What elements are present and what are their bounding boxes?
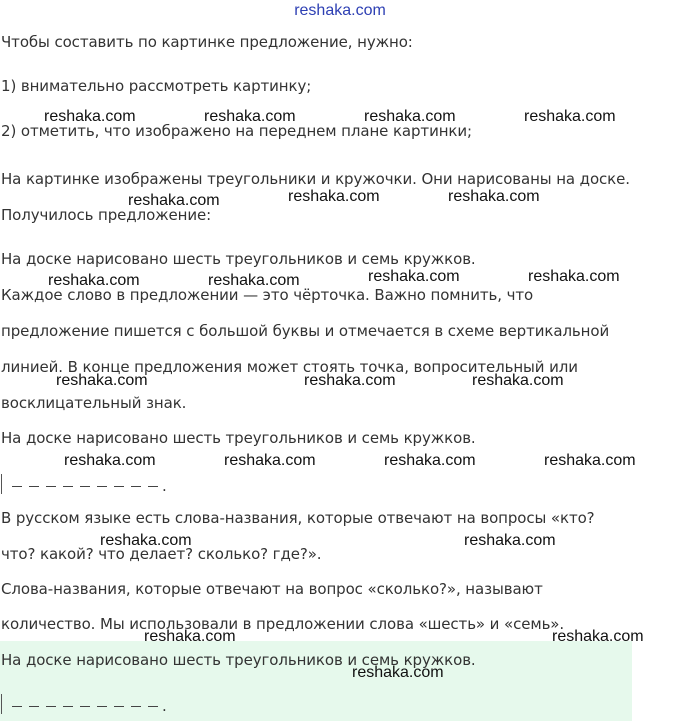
text-line: Получилось предложение: (1, 206, 212, 224)
schema-word-dash (29, 486, 39, 487)
watermark: reshaka.com (528, 268, 620, 285)
text-line: Чтобы составить по картинке предложение, нужно: (1, 33, 413, 51)
schema-word-dash (148, 706, 158, 707)
watermark: reshaka.com (368, 268, 460, 285)
text-line: Каждое слово в предложении — это чёрточка. Важно помнить, что (1, 286, 534, 304)
text-line: предложение пишется с большой буквы и отмечается в схеме вертикальной (1, 322, 610, 340)
watermark: reshaka.com (44, 108, 136, 125)
text-line: восклицательный знак. (1, 394, 187, 412)
text-line: На картинке изображены треугольники и кружочки. Они нарисованы на доске. (1, 170, 630, 188)
schema-word-dash (114, 486, 124, 487)
watermark: reshaka.com (544, 452, 636, 469)
text-line: линией. В конце предложения может стоять точка, вопросительный или (1, 358, 578, 376)
text-line: На доске нарисовано шесть треугольников и семь кружков. (1, 651, 476, 669)
watermark: reshaka.com (464, 532, 556, 549)
schema-word-dash (80, 486, 90, 487)
site-header-watermark: reshaka.com (294, 2, 386, 19)
schema-word-dash (12, 486, 22, 487)
schema-end-mark: . (162, 697, 167, 715)
watermark: reshaka.com (448, 188, 540, 205)
schema-word-dash (63, 486, 73, 487)
schema-word-dash (80, 706, 90, 707)
text-line: На доске нарисовано шесть треугольников и семь кружков. (1, 250, 476, 268)
watermark: reshaka.com (100, 532, 192, 549)
watermark: reshaka.com (48, 272, 140, 289)
watermark: reshaka.com (56, 372, 148, 389)
watermark: reshaka.com (204, 108, 296, 125)
text-line: количество. Мы использовали в предложении слова «шесть» и «семь». (1, 615, 565, 633)
text-line: 1) внимательно рассмотреть картинку; (1, 77, 312, 95)
schema-word-dash (46, 486, 56, 487)
sentence-schema (1, 692, 167, 714)
schema-word-dash (97, 706, 107, 707)
schema-word-dash (114, 706, 124, 707)
watermark: reshaka.com (304, 372, 396, 389)
schema-word-dash (29, 706, 39, 707)
schema-word-dash (148, 486, 158, 487)
watermark: reshaka.com (288, 188, 380, 205)
sentence-schema (1, 472, 167, 494)
schema-start-bar (1, 694, 2, 714)
schema-word-dash (12, 706, 22, 707)
watermark: reshaka.com (552, 628, 644, 645)
watermark: reshaka.com (144, 628, 236, 645)
watermark: reshaka.com (208, 272, 300, 289)
watermark: reshaka.com (384, 452, 476, 469)
schema-word-dash (131, 486, 141, 487)
schema-start-bar (1, 474, 2, 494)
watermark: reshaka.com (64, 452, 156, 469)
watermark: reshaka.com (352, 664, 444, 681)
watermark: reshaka.com (472, 372, 564, 389)
text-line: Слова-названия, которые отвечают на вопрос «сколько?», называют (1, 580, 543, 598)
schema-word-dash (97, 486, 107, 487)
watermark: reshaka.com (128, 192, 220, 209)
watermark: reshaka.com (524, 108, 616, 125)
text-line: В русском языке есть слова-названия, которые отвечают на вопросы «кто? (1, 509, 595, 527)
text-line: На доске нарисовано шесть треугольников и семь кружков. (1, 429, 476, 447)
schema-word-dash (63, 706, 73, 707)
watermark: reshaka.com (364, 108, 456, 125)
text-line: 2) отметить, что изображено на переднем плане картинки; (1, 122, 472, 140)
text-line: что? какой? что делает? сколько? где?». (1, 545, 322, 563)
schema-word-dash (46, 706, 56, 707)
watermark: reshaka.com (224, 452, 316, 469)
schema-end-mark: . (162, 477, 167, 495)
schema-word-dash (131, 706, 141, 707)
